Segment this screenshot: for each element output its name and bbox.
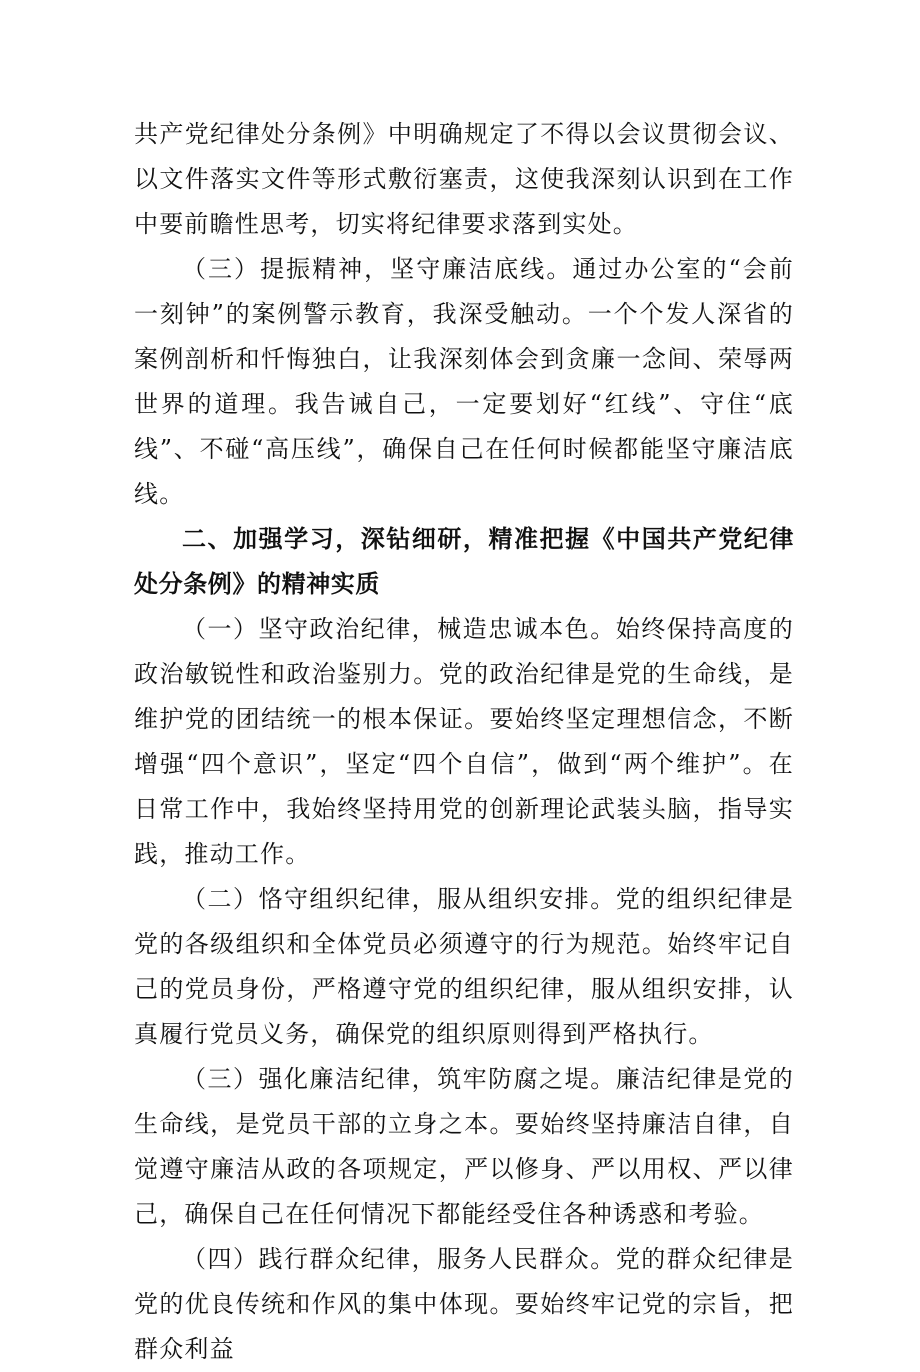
paragraph-organizational-discipline: （二）恪守组织纪律，服从组织安排。党的组织纪律是党的各级组织和全体党员必须遵守的行为规范。始终牢记自己的党员身份，严格遵守党的组织纪律，服从组织安排，认真履行党员义务，确保党的组织原则得到严格执行。	[134, 885, 794, 1048]
paragraph-mass-discipline: （四）践行群众纪律，服务人民群众。党的群众纪律是党的优良传统和作风的集中体现。要始终牢记党的宗旨，把群众利益	[134, 1245, 794, 1363]
paragraph-continuation: 共产党纪律处分条例》中明确规定了不得以会议贯彻会议、以文件落实文件等形式敷衍塞责，这使我深刻认识到在工作中要前瞻性思考，切实将纪律要求落到实处。	[134, 120, 794, 238]
paragraph-political-discipline: （一）坚守政治纪律，械造忠诚本色。始终保持高度的政治敏锐性和政治鉴别力。党的政治纪律是党的生命线，是维护党的团结统一的根本保证。要始终坚定理想信念，不断增强“四个意识”，坚定“四个自信”，做到“两个维护”。在日常工作中，我始终坚持用党的创新理论武装头脑，指导实践，推动工作。	[134, 615, 794, 868]
document-body	[134, 112, 794, 1372]
paragraph-integrity-discipline: （三）强化廉洁纪律，筑牢防腐之堤。廉洁纪律是党的生命线，是党员干部的立身之本。要始终坚持廉洁自律，自觉遵守廉洁从政的各项规定，严以修身、严以用权、严以律己，确保自己在任何情况下都能经受住各种诱惑和考验。	[134, 1065, 794, 1228]
paragraph-integrity-bottom-line: （三）提振精神，坚守廉洁底线。通过办公室的“会前一刻钟”的案例警示教育，我深受触动。一个个发人深省的案例剖析和忏悔独白，让我深刻体会到贪廉一念间、荣辱两世界的道理。我告诫自己，一定要划好“红线”、守住“底线”、不碰“高压线”，确保自己在任何时候都能坚守廉洁底线。	[134, 255, 794, 508]
section-heading-two: 二、加强学习，深钻细研，精准把握《中国共产党纪律处分条例》的精神实质	[134, 525, 794, 598]
